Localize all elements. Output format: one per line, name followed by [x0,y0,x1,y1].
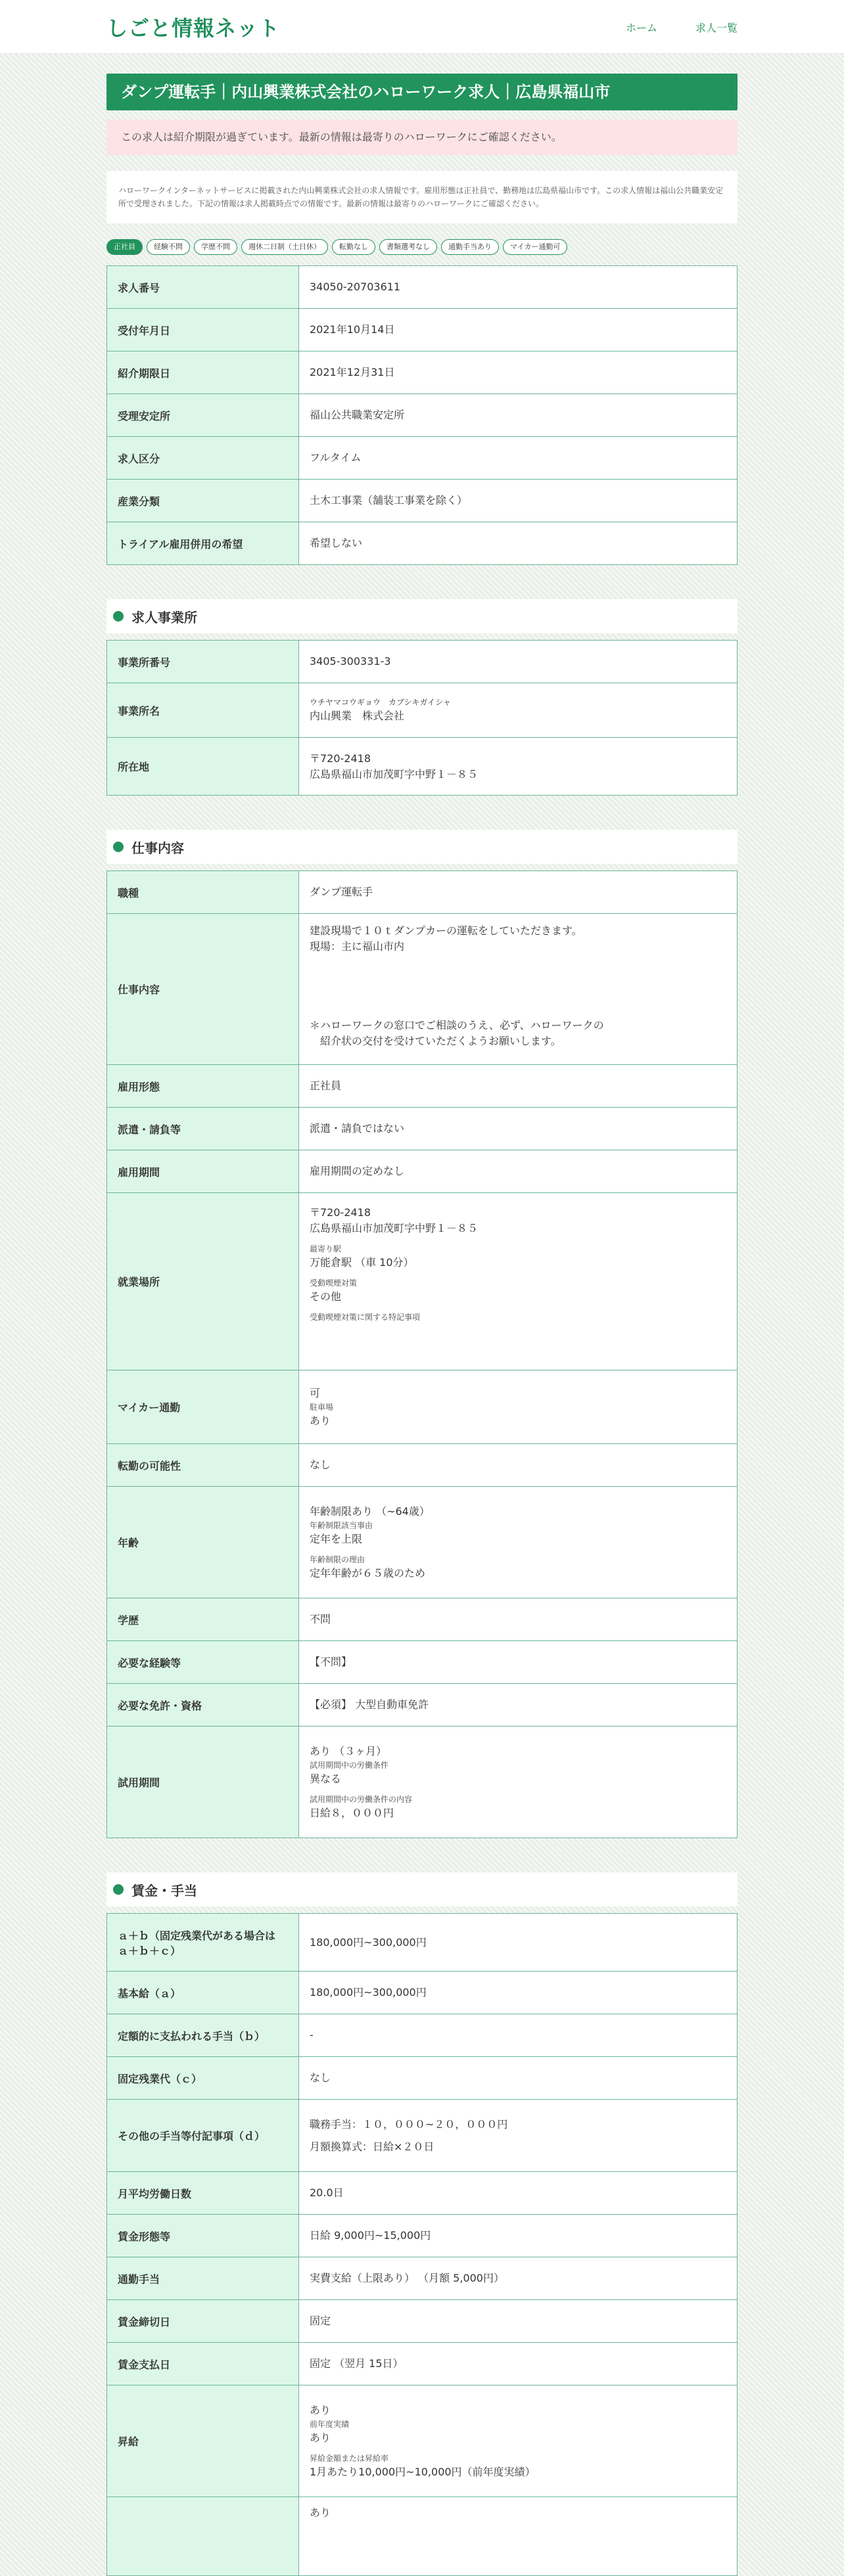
car-commute: 可 [310,1386,321,1399]
tag-item: 経験不問 [147,239,190,255]
age-reason: 定年を上限 [310,1532,363,1545]
row-label: 事業所番号 [107,641,299,683]
tag-item: 通勤手当あり [441,239,499,255]
table-row [107,1444,738,1487]
field-sublabel: 年齢制限該当事由 [310,1520,373,1530]
job-type: ダンプ運転手 [299,871,738,914]
row-value: 福山公共職業安定所 [299,394,738,437]
table-row [107,1641,738,1684]
age-cell [299,1487,738,1598]
table-row [107,1193,738,1370]
workplace-cell [299,1193,738,1370]
field-sublabel: 試用期間中の労働条件 [310,1760,389,1770]
job-notice: ハローワークインターネットサービスに掲載された内山興業株式会社の求人情報です。雇用形態は正社員で、勤務地は広島県福山市です。この求人情報は福山公共職業安定所で受理されました。下記の情報は求人掲載時点での情報です。最新の情報は最寄りのハローワークにご確認ください。 [106,171,738,223]
table-row [107,437,738,480]
table-row [107,1598,738,1641]
office-section-heading [106,599,738,633]
row-label: 月平均労働日数 [107,2172,299,2215]
spacer [310,1271,726,1277]
tag-list [106,239,738,256]
row-label: 派遣・請負等 [107,1108,299,1150]
wage-form: 日給 9,000円~15,000円 [299,2215,738,2257]
spacer [310,2133,726,2139]
table-row [107,738,738,796]
office-address-cell [299,738,738,796]
tag-item: マイカー通勤可 [503,239,567,255]
bonus: あり [310,2506,331,2519]
car-commute-cell [299,1370,738,1444]
table-row [107,2343,738,2385]
table-row [107,1972,738,2014]
tag-item: 正社員 [106,239,143,255]
table-row [107,2215,738,2257]
job-desc-line: 現場：主に福山市内 [310,940,405,953]
page-title: ダンプ運転手｜内山興業株式会社のハローワーク求人｜広島県福山市 [106,74,738,110]
table-row [107,309,738,351]
spacer [310,2446,726,2452]
row-label: 賃金支払日 [107,2343,299,2385]
trial-detail: 日給８，０００円 [310,1806,394,1819]
spacer [310,955,726,1018]
tag-item: 週休二日制（土日休） [241,239,328,255]
row-label: 求人番号 [107,266,299,309]
nearest-station: 万能倉駅 （車 10分） [310,1256,414,1269]
raise-previous: あり [310,2431,331,2444]
row-label: 紹介期限日 [107,351,299,394]
row-label: 所在地 [107,738,299,796]
table-row [107,351,738,394]
raise-amount: 1月あたり10,000円~10,000円（前年度実績） [310,2465,536,2478]
row-value: 2021年10月14日 [299,309,738,351]
row-label: 求人区分 [107,437,299,480]
row-label: 受付年月日 [107,309,299,351]
row-label-line: ａ＋ｂ（固定残業代がある場合は [118,1929,276,1942]
fixed-overtime: なし [299,2057,738,2100]
job-description-cell [299,914,738,1065]
tag-item: 転勤なし [332,239,375,255]
table-row [107,1370,738,1444]
table-row [107,2385,738,2497]
row-value: 土木工事業（舗装工事業を除く） [299,480,738,522]
spacer [310,1547,726,1554]
row-label: 試用期間 [107,1727,299,1838]
other-allowance: 月額換算式：日給×２０日 [310,2140,434,2153]
row-label: 固定残業代（ｃ） [107,2057,299,2100]
table-row [107,1727,738,1838]
office-name-kana: ウチヤマコウギョウ カブシキガイシャ [310,698,451,707]
bullet-dot-icon [113,611,124,621]
job-table [106,870,738,1838]
row-value: 34050-20703611 [299,266,738,309]
office-zip: 〒720-2418 [310,752,371,765]
age-limit: 年齢制限あり （~64歳） [310,1504,430,1518]
table-row [107,641,738,683]
row-label: 賃金形態等 [107,2215,299,2257]
section-title: 仕事内容 [131,840,184,856]
wage-section-heading [106,1872,738,1907]
row-label: 就業場所 [107,1193,299,1370]
smoking-policy: その他 [310,1290,342,1303]
row-label: その他の手当等付記事項（ｄ） [107,2100,299,2172]
employment-type: 正社員 [299,1065,738,1108]
workplace-address: 広島県福山市加茂町字中野１－８５ [310,1222,479,1234]
bullet-dot-icon [113,842,124,852]
table-row [107,1487,738,1598]
row-value: フルタイム [299,437,738,480]
wage-closing-day: 固定 [299,2300,738,2343]
wage-table [106,1913,738,2576]
office-table [106,640,738,796]
parking: あり [310,1414,331,1427]
commute-allowance: 実費支給（上限あり） （月額 5,000円） [299,2257,738,2300]
row-label [107,1914,299,1972]
row-label: 雇用期間 [107,1150,299,1193]
row-label: 雇用形態 [107,1065,299,1108]
experience: 【不問】 [299,1641,738,1684]
table-row [107,2300,738,2343]
row-label-line: ａ＋ｂ＋ｃ） [118,1944,181,1957]
table-row [107,683,738,738]
field-sublabel: 昇給金額または昇給率 [310,2453,389,2463]
license: 【必須】 大型自動車免許 [299,1684,738,1727]
job-desc-note: ＊ハローワークの窓口でご相談のうえ、必ず、ハローワークの [310,1019,604,1031]
section-title: 求人事業所 [131,609,197,625]
row-label: トライアル雇用併用の希望 [107,522,299,565]
office-name-cell [299,683,738,738]
row-label: 産業分類 [107,480,299,522]
table-row [107,2014,738,2057]
spacer [310,1236,726,1243]
row-label: 年齢 [107,1487,299,1598]
table-row [107,1150,738,1193]
table-row [107,480,738,522]
row-label: 必要な免許・資格 [107,1684,299,1727]
job-desc-note: 紹介状の交付を受けていただくようお願いします。 [310,1035,561,1047]
bonus-cell [299,2497,738,2576]
table-row [107,266,738,309]
bullet-dot-icon [113,1884,124,1895]
spacer [310,1787,726,1794]
main-nav [588,20,738,35]
table-row [107,1108,738,1150]
trial-period-cell [299,1727,738,1838]
workplace-zip: 〒720-2418 [310,1206,371,1219]
row-label: 学歴 [107,1598,299,1641]
table-row [107,522,738,565]
wage-payment-day: 固定 （翌月 15日） [299,2343,738,2385]
field-sublabel: 受動喫煙対策に関する特記事項 [310,1313,421,1322]
row-label: 職種 [107,871,299,914]
row-label: 定額的に支払われる手当（ｂ） [107,2014,299,2057]
site-logo[interactable]: しごと情報ネット [106,16,281,41]
table-row [107,1065,738,1108]
row-value: 2021年12月31日 [299,351,738,394]
table-row [107,2172,738,2215]
field-sublabel: 試用期間中の労働条件の内容 [310,1794,413,1804]
site-header [0,0,844,54]
row-label: 受理安定所 [107,394,299,437]
raise: あり [310,2403,331,2416]
table-row [107,871,738,914]
nav-job-list-link[interactable]: 求人一覧 [695,21,738,34]
row-value: 希望しない [299,522,738,565]
row-label: 賃金締切日 [107,2300,299,2343]
spacer [310,1305,726,1311]
row-label: 転勤の可能性 [107,1444,299,1487]
office-address: 広島県福山市加茂町字中野１－８５ [310,767,479,780]
raise-cell [299,2385,738,2497]
age-why: 定年年齢が６５歳のため [310,1566,426,1579]
tag-item: 学歴不問 [194,239,237,255]
regular-allowance: - [299,2014,738,2057]
dispatch-type: 派遣・請負ではない [299,1108,738,1150]
field-sublabel: 年齢制限の理由 [310,1554,365,1564]
tag-item: 書類選考なし [379,239,437,255]
table-row [107,1914,738,1972]
table-row [107,2057,738,2100]
base-salary: 180,000円~300,000円 [299,1972,738,2014]
trial-condition: 異なる [310,1772,342,1785]
other-allowance-cell [299,2100,738,2172]
field-sublabel: 受動喫煙対策 [310,1278,358,1288]
table-row [107,2257,738,2300]
row-label: 昇給 [107,2385,299,2497]
row-label: 必要な経験等 [107,1641,299,1684]
trial-period: あり （３ヶ月） [310,1744,387,1757]
table-row [107,394,738,437]
row-label: マイカー通勤 [107,1370,299,1444]
table-row [107,914,738,1065]
education: 不問 [299,1598,738,1641]
table-row [107,2100,738,2172]
row-label: 仕事内容 [107,914,299,1065]
job-desc-line: 建設現場で１０ｔダンプカーの運転をしていただきます。 [310,924,582,937]
field-sublabel: 前年度実績 [310,2419,350,2429]
field-sublabel: 駐車場 [310,1402,334,1412]
wage-total: 180,000円~300,000円 [299,1914,738,1972]
expired-alert: この求人は紹介期限が過ぎています。最新の情報は最寄りのハローワークにご確認ください。 [106,120,738,155]
transfer-possibility: なし [299,1444,738,1487]
row-label: 基本給（ａ） [107,1972,299,2014]
row-label: 通勤手当 [107,2257,299,2300]
nav-home-link[interactable]: ホーム [625,21,657,34]
office-name: 内山興業 株式会社 [310,710,405,722]
job-section-heading [106,830,738,864]
section-title: 賃金・手当 [131,1882,197,1899]
basic-info-table [106,265,738,565]
office-number: 3405-300331-3 [299,641,738,683]
field-sublabel: 最寄り駅 [310,1244,342,1254]
row-label [107,2497,299,2576]
other-allowance: 職務手当：１０，０００~２０，０００円 [310,2117,508,2131]
table-row [107,1684,738,1727]
monthly-work-days: 20.0日 [299,2172,738,2215]
employment-period: 雇用期間の定めなし [299,1150,738,1193]
row-label: 事業所名 [107,683,299,738]
table-row [107,2497,738,2576]
